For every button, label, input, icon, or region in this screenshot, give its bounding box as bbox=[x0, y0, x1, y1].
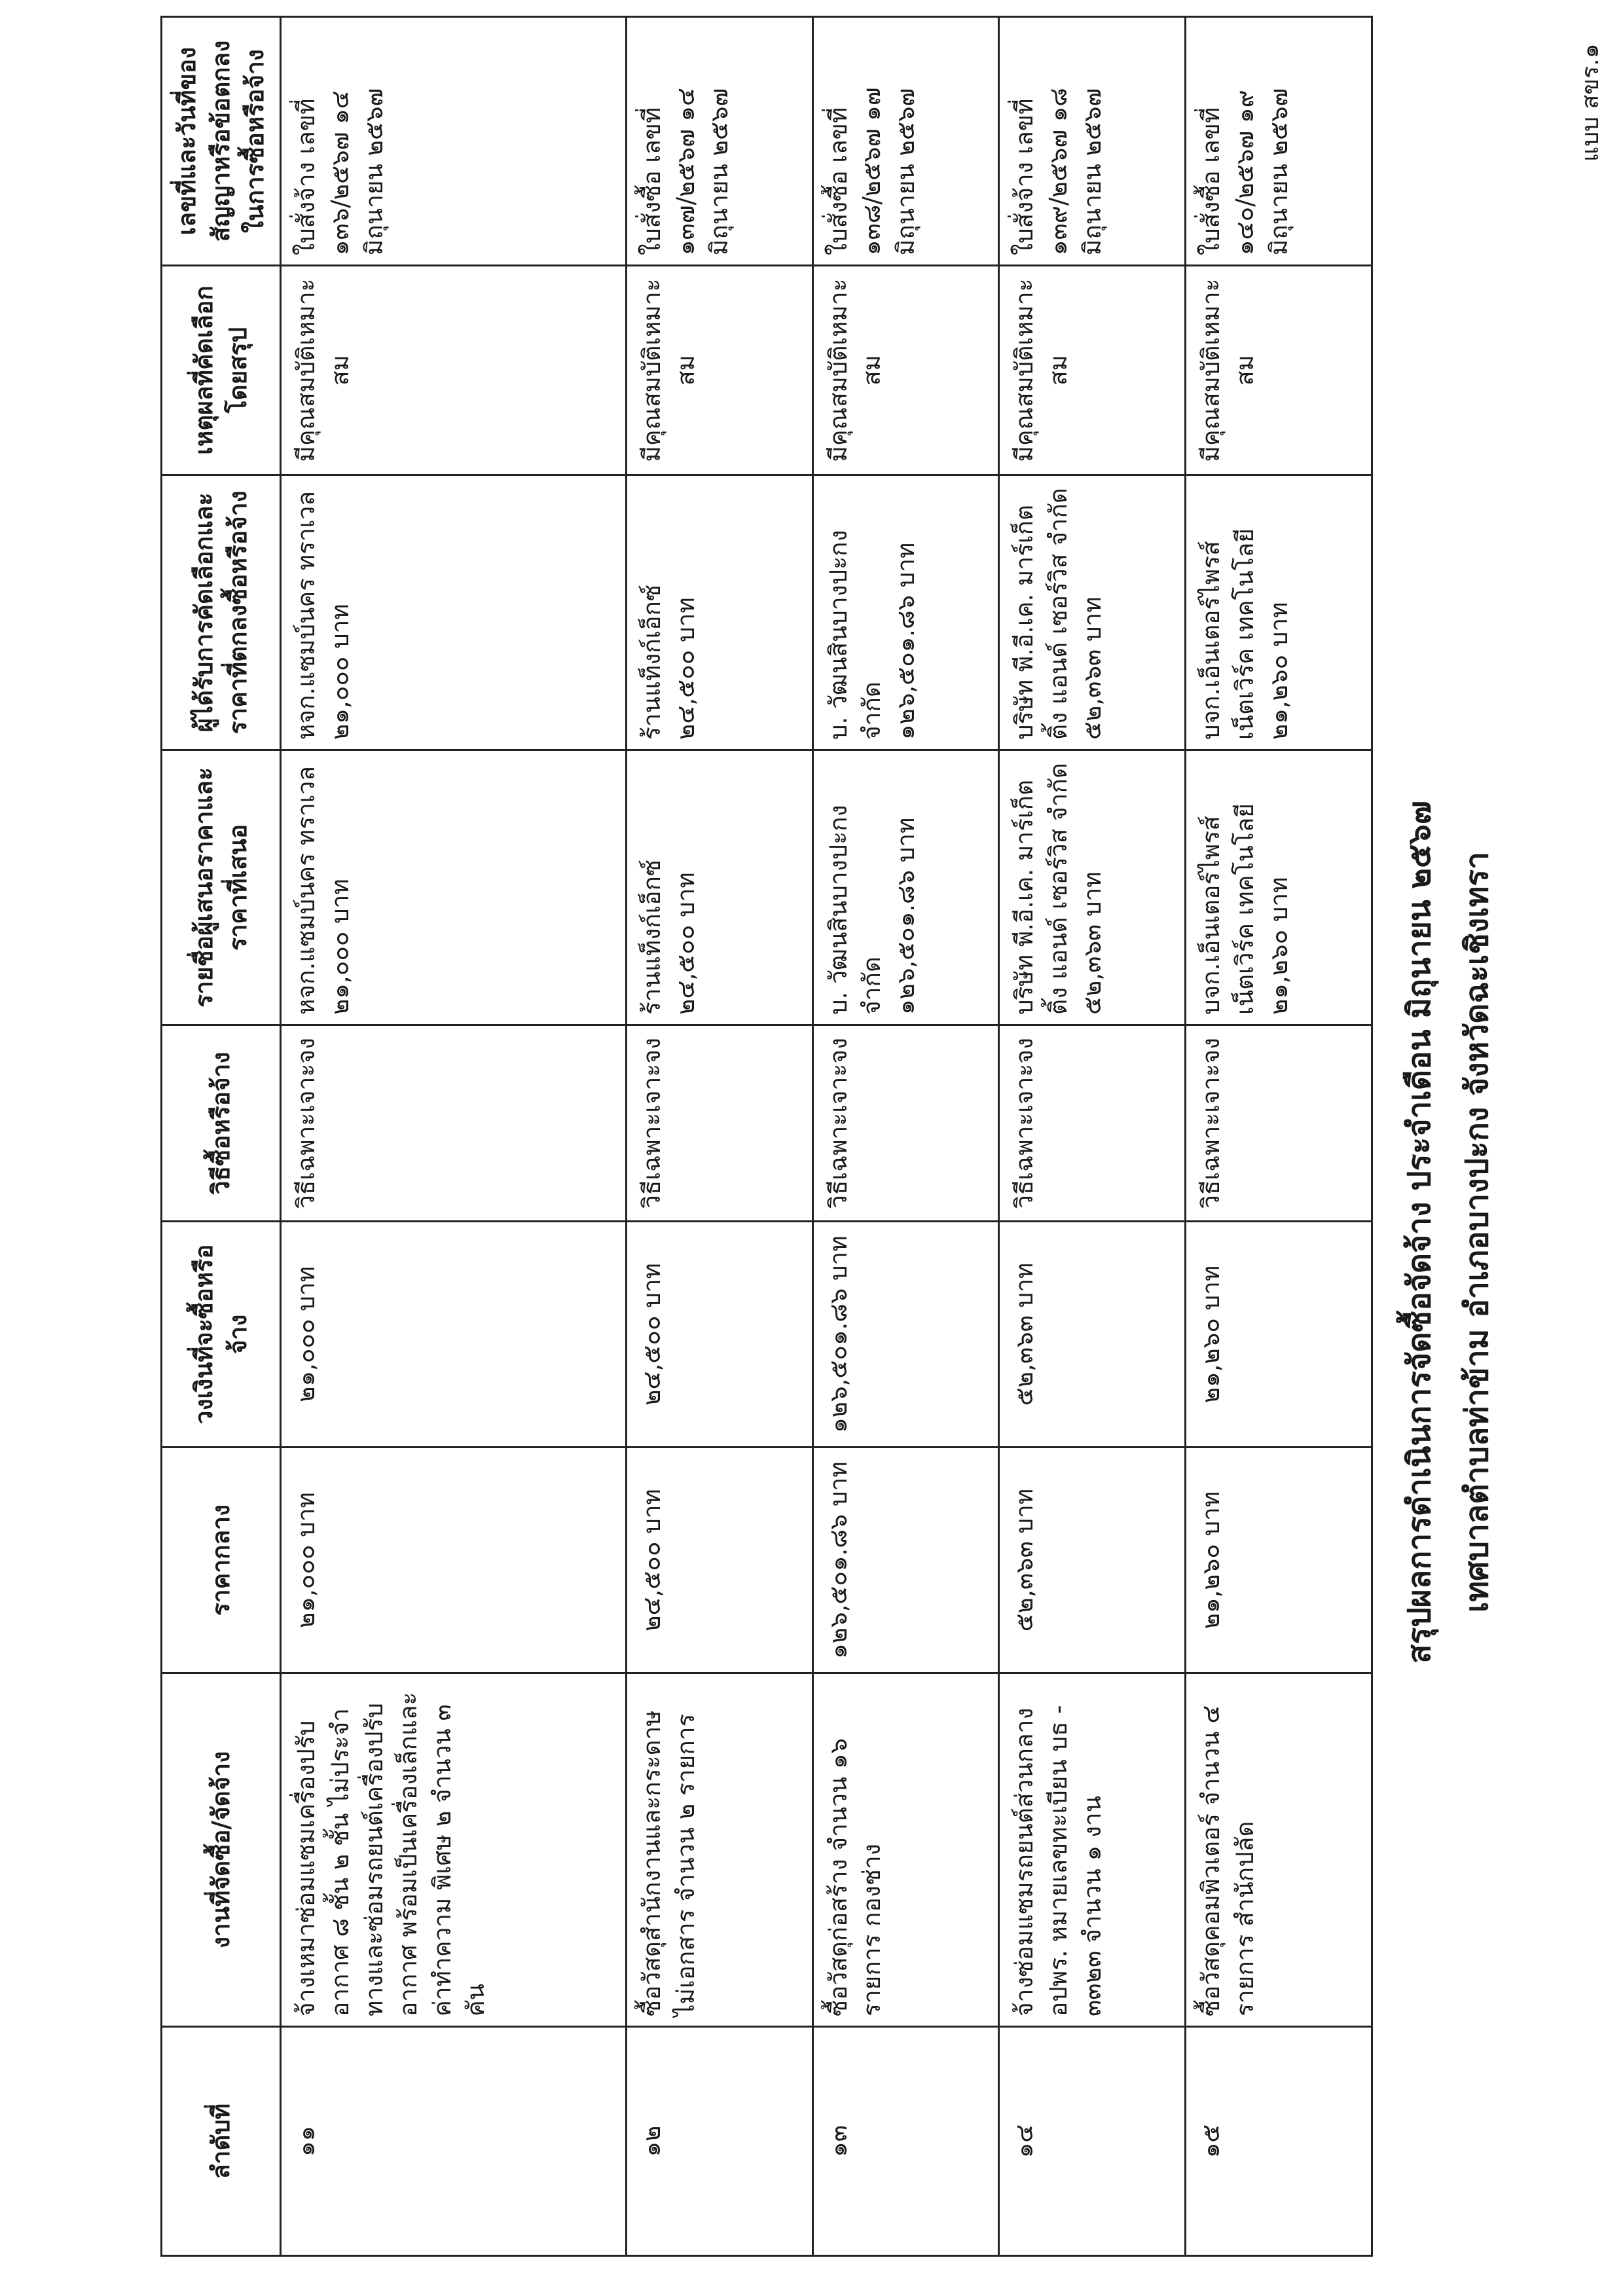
header-method: วิธีซื้อหรือจ้าง bbox=[162, 1025, 281, 1222]
cell-median: ๒๑,๐๐๐ บาท bbox=[281, 1448, 626, 1673]
header-bidders: รายชื่อผู้เสนอราคาและราคาที่เสนอ bbox=[162, 750, 281, 1025]
cell-contract: ใบสั่งจ้าง เลขที่ ๑๓๙/๒๕๖๗ ๑๘ มิถุนายน ๒๕๖๗ bbox=[999, 17, 1186, 266]
cell-reason: มีคุณสมบัติเหมาะสม bbox=[812, 266, 999, 475]
winner-name: ร้านแท็งก์เอ็กซ์ bbox=[637, 584, 666, 740]
cell-budget: ๒๑,๐๐๐ บาท bbox=[281, 1222, 626, 1448]
cell-bidders bbox=[999, 750, 1186, 1025]
header-winner: ผู้ได้รับการคัดเลือกและราคาที่ตกลงซื้อหรือจ้าง bbox=[162, 475, 281, 750]
procurement-table bbox=[160, 16, 1373, 2257]
cell-bidders bbox=[281, 750, 626, 1025]
table-row bbox=[1186, 17, 1372, 2256]
table-row bbox=[812, 17, 999, 2256]
cell-reason: มีคุณสมบัติเหมาะสม bbox=[999, 266, 1186, 475]
cell-bidders bbox=[1186, 750, 1372, 1025]
cell-seq: ๑๔ bbox=[999, 2027, 1186, 2256]
cell-method: วิธีเฉพาะเจาะจง bbox=[812, 1025, 999, 1222]
table-row bbox=[281, 17, 626, 2256]
bidder-name: บริษัท พี.อี.เค. มาร์เก็ตติ้ง แอนด์ เซอร์วิส จำกัด bbox=[1010, 763, 1073, 1015]
winner-name: บริษัท พี.อี.เค. มาร์เก็ตติ้ง แอนด์ เซอร์วิส จำกัด bbox=[1010, 488, 1073, 740]
cell-seq: ๑๕ bbox=[1186, 2027, 1372, 2256]
winner-price: ๑๒๖,๕๐๑.๘๖ บาท bbox=[892, 542, 921, 740]
cell-method: วิธีเฉพาะเจาะจง bbox=[1186, 1025, 1372, 1222]
cell-winner bbox=[999, 475, 1186, 750]
document-title: สรุปผลการดำเนินการจัดซื้อจัดจ้าง ประจำเดือน มิถุนายน ๒๕๖๗ bbox=[1401, 801, 1438, 1664]
bidder-name: บ. วัฒนสินบางปะกง จำกัด bbox=[824, 805, 886, 1015]
winner-price: ๕๒,๓๖๓ บาท bbox=[1078, 596, 1106, 740]
header-contract: เลขที่และวันที่ของสัญญาหรือข้อตกลงในการซื้อหรือจ้าง bbox=[162, 17, 281, 266]
winner-name: บ. วัฒนสินบางปะกง จำกัด bbox=[824, 530, 886, 740]
cell-reason: มีคุณสมบัติเหมาะสม bbox=[1186, 266, 1372, 475]
cell-item: จ้างซ่อมแซมรถยนต์ส่วนกลาง อปพร. หมายเลขทะเบียน บธ - ๓๓๒๓ จำนวน ๑ งาน bbox=[999, 1673, 1186, 2027]
cell-seq: ๑๓ bbox=[812, 2027, 999, 2256]
cell-contract: ใบสั่งจ้าง เลขที่ ๑๓๖/๒๕๖๗ ๑๔ มิถุนายน ๒๕๖๗ bbox=[281, 17, 626, 266]
bidder-price: ๒๑,๐๐๐ บาท bbox=[326, 879, 355, 1015]
cell-median: ๑๒๖,๕๐๑.๘๖ บาท bbox=[812, 1448, 999, 1673]
table-row bbox=[999, 17, 1186, 2256]
bidder-price: ๒๑,๒๖๐ บาท bbox=[1264, 877, 1293, 1015]
bidder-name: หจก.แซมบ์นคร ทราเวล bbox=[292, 766, 321, 1015]
cell-method: วิธีเฉพาะเจาะจง bbox=[626, 1025, 812, 1222]
header-budget: วงเงินที่จะซื้อหรือจ้าง bbox=[162, 1222, 281, 1448]
winner-price: ๒๑,๒๖๐ บาท bbox=[1264, 602, 1293, 740]
bidder-price: ๒๔,๕๐๐ บาท bbox=[671, 872, 700, 1015]
bidder-name: ร้านแท็งก์เอ็กซ์ bbox=[637, 859, 666, 1015]
cell-item: ซื้อวัสดุคอมพิวเตอร์ จำนวน ๔ รายการ สำนักปลัด bbox=[1186, 1673, 1372, 2027]
cell-median: ๒๔,๕๐๐ บาท bbox=[626, 1448, 812, 1673]
cell-budget: ๒๔,๕๐๐ บาท bbox=[626, 1222, 812, 1448]
cell-item: ซื้อวัสดุก่อสร้าง จำนวน ๑๖ รายการ กองช่าง bbox=[812, 1673, 999, 2027]
cell-method: วิธีเฉพาะเจาะจง bbox=[281, 1025, 626, 1222]
winner-name: บจก.เอ็นเตอร์ไพรส์ เน็ตเวิร์ค เทคโนโลยี bbox=[1197, 528, 1259, 740]
cell-median: ๒๑,๒๖๐ บาท bbox=[1186, 1448, 1372, 1673]
document-subtitle: เทศบาลตำบลท่าข้าม อำเภอบางปะกง จังหวัดฉะเชิงเทรา bbox=[1459, 851, 1495, 1613]
header-reason: เหตุผลที่คัดเลือกโดยสรุป bbox=[162, 266, 281, 475]
cell-method: วิธีเฉพาะเจาะจง bbox=[999, 1025, 1186, 1222]
cell-contract: ใบสั่งซื้อ เลขที่ ๑๓๗/๒๕๖๗ ๑๔ มิถุนายน ๒๕๖๗ bbox=[626, 17, 812, 266]
winner-name: หจก.แซมบ์นคร ทราเวล bbox=[292, 491, 321, 740]
cell-reason: มีคุณสมบัติเหมาะสม bbox=[626, 266, 812, 475]
form-code: แบบ สขร.๑ bbox=[1577, 43, 1604, 162]
cell-median: ๕๒,๓๖๓ บาท bbox=[999, 1448, 1186, 1673]
bidder-name: บจก.เอ็นเตอร์ไพรส์ เน็ตเวิร์ค เทคโนโลยี bbox=[1197, 803, 1259, 1015]
cell-winner bbox=[626, 475, 812, 750]
cell-seq: ๑๒ bbox=[626, 2027, 812, 2256]
cell-budget: ๕๒,๓๖๓ บาท bbox=[999, 1222, 1186, 1448]
title-block bbox=[1395, 266, 1502, 2198]
cell-bidders bbox=[812, 750, 999, 1025]
cell-item: จ้างเหมาซ่อมแซมเครื่องปรับอากาศ ๘ ชั้น ๒ ชั้น ไม่ประจำทางและซ่อมรถยนต์เครื่องปรับอากาศ พร้อมเป็นเครื่องเล็กและค่าทำความ พิเศษ ๒ จำนวน ๓ คัน bbox=[281, 1673, 626, 2027]
cell-reason: มีคุณสมบัติเหมาะสม bbox=[281, 266, 626, 475]
table-row bbox=[626, 17, 812, 2256]
cell-contract: ใบสั่งซื้อ เลขที่ ๑๓๘/๒๕๖๗ ๑๗ มิถุนายน ๒๕๖๗ bbox=[812, 17, 999, 266]
cell-winner bbox=[281, 475, 626, 750]
header-item: งานที่จัดซื้อ/จัดจ้าง bbox=[162, 1673, 281, 2027]
cell-item: ซื้อวัสดุสำนักงานและกระดาษไม่เอกสาร จำนวน ๒ รายการ bbox=[626, 1673, 812, 2027]
winner-price: ๒๔,๕๐๐ บาท bbox=[671, 597, 700, 740]
cell-contract: ใบสั่งซื้อ เลขที่ ๑๔๐/๒๕๖๗ ๑๙ มิถุนายน ๒๕๖๗ bbox=[1186, 17, 1372, 266]
cell-winner bbox=[1186, 475, 1372, 750]
winner-price: ๒๑,๐๐๐ บาท bbox=[326, 604, 355, 740]
table-header-row bbox=[162, 17, 281, 2256]
cell-budget: ๑๒๖,๕๐๑.๘๖ บาท bbox=[812, 1222, 999, 1448]
cell-budget: ๒๑,๒๖๐ บาท bbox=[1186, 1222, 1372, 1448]
cell-winner bbox=[812, 475, 999, 750]
header-median: ราคากลาง bbox=[162, 1448, 281, 1673]
cell-seq: ๑๑ bbox=[281, 2027, 626, 2256]
cell-bidders bbox=[626, 750, 812, 1025]
header-seq: ลำดับที่ bbox=[162, 2027, 281, 2256]
bidder-price: ๑๒๖,๕๐๑.๘๖ บาท bbox=[892, 817, 921, 1015]
bidder-price: ๕๒,๓๖๓ บาท bbox=[1078, 871, 1106, 1015]
